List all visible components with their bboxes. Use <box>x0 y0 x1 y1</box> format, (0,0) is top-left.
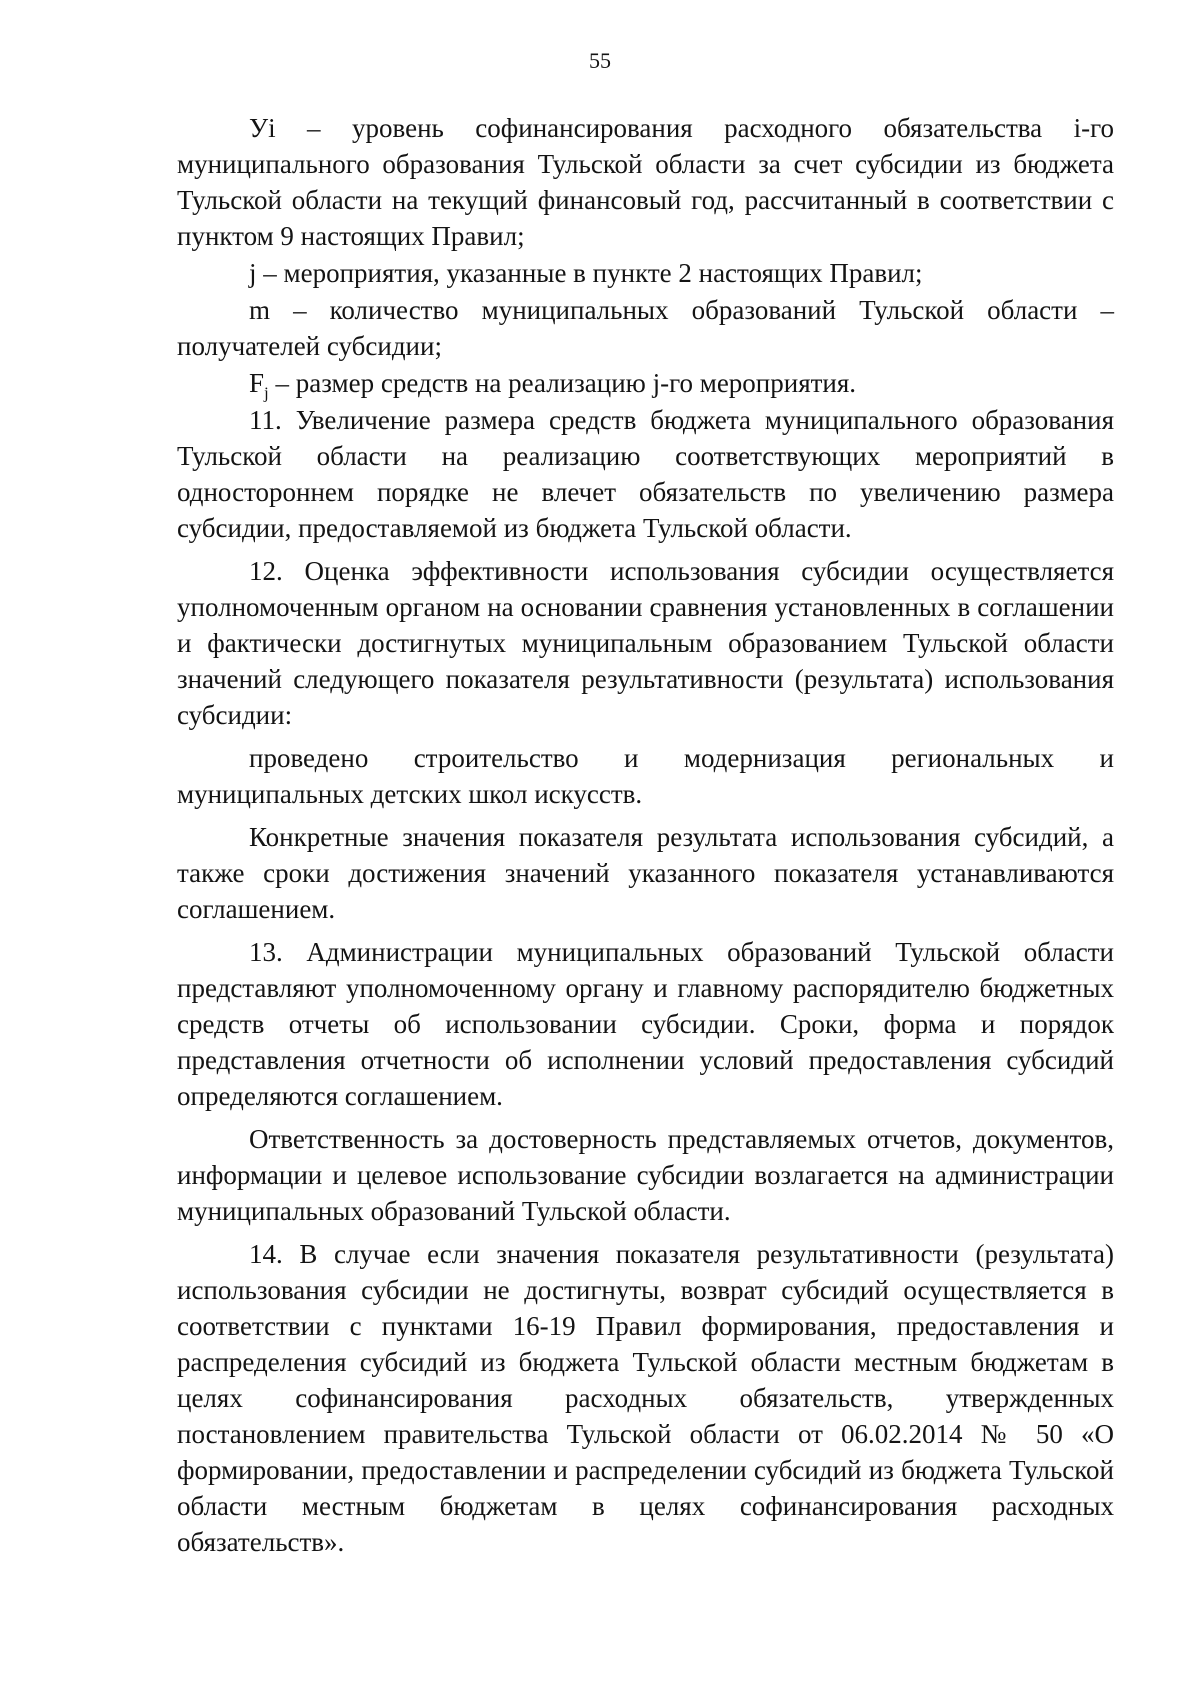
page-number: 55 <box>589 48 611 73</box>
paragraph-fj-definition <box>177 365 1114 401</box>
paragraph-12-values: Конкретные значения показателя результата использования субсидий, а также сроки достижения значений указанного показателя устанавливаются соглашением. <box>177 822 1114 924</box>
paragraph-11: 11. Увеличение размера средств бюджета муниципального образования Тульской области на реализацию соответствующих мероприятий в одностороннем порядке не влечет обязательств по увеличению размера субсидии, предоставляемой из бюджета Тульской области. <box>177 405 1114 543</box>
fj-symbol: F <box>249 368 265 398</box>
paragraph-yi-definition: Уi – уровень софинансирования расходного обязательства i-го муниципального образования Тульской области за счет субсидии из бюджета Тульской области на текущий финансовый год, рассчитанный в соответствии с пунктом 9 настоящих Правил; <box>177 113 1114 251</box>
fj-subscript: j <box>264 383 269 403</box>
paragraph-12: 12. Оценка эффективности использования субсидии осуществляется уполномоченным органом на основании сравнения установленных в соглашении и фактически достигнутых муниципальным образованием Тульской области значений следующего показателя результативности (результата) использования субсидии: <box>177 556 1114 730</box>
paragraph-m-definition: m – количество муниципальных образований Тульской области – получателей субсидии; <box>177 295 1114 361</box>
document-body <box>177 110 1114 1560</box>
paragraph-j-definition: j – мероприятия, указанные в пункте 2 настоящих Правил; <box>249 258 923 288</box>
paragraph-14: 14. В случае если значения показателя результативности (результата) использования субсидии не достигнуты, возврат субсидий осуществляется в соответствии с пунктами 16-19 Правил формирования, предоставления и распределения субсидий из бюджета Тульской области местным бюджетам в целях софинансирования расходных обязательств, утвержденных постановлением правительства Тульской области от 06.02.2014 № 50 «О формировании, предоставлении и распределении субсидий из бюджета Тульской области местным бюджетам в целях софинансирования расходных обязательств». <box>177 1239 1114 1557</box>
fj-text: – размер средств на реализацию j-го мероприятия. <box>268 368 857 398</box>
paragraph-13-responsibility: Ответственность за достоверность представляемых отчетов, документов, информации и целевое использование субсидии возлагается на администрации муниципальных образований Тульской области. <box>177 1124 1114 1226</box>
paragraph-13: 13. Администрации муниципальных образований Тульской области представляют уполномоченному органу и главному распорядителю бюджетных средств отчеты об использовании субсидии. Сроки, форма и порядок представления отчетности об исполнении условий предоставления субсидий определяются соглашением. <box>177 937 1114 1111</box>
paragraph-12-indicator: проведено строительство и модернизация региональных и муниципальных детских школ искусств. <box>177 743 1114 809</box>
